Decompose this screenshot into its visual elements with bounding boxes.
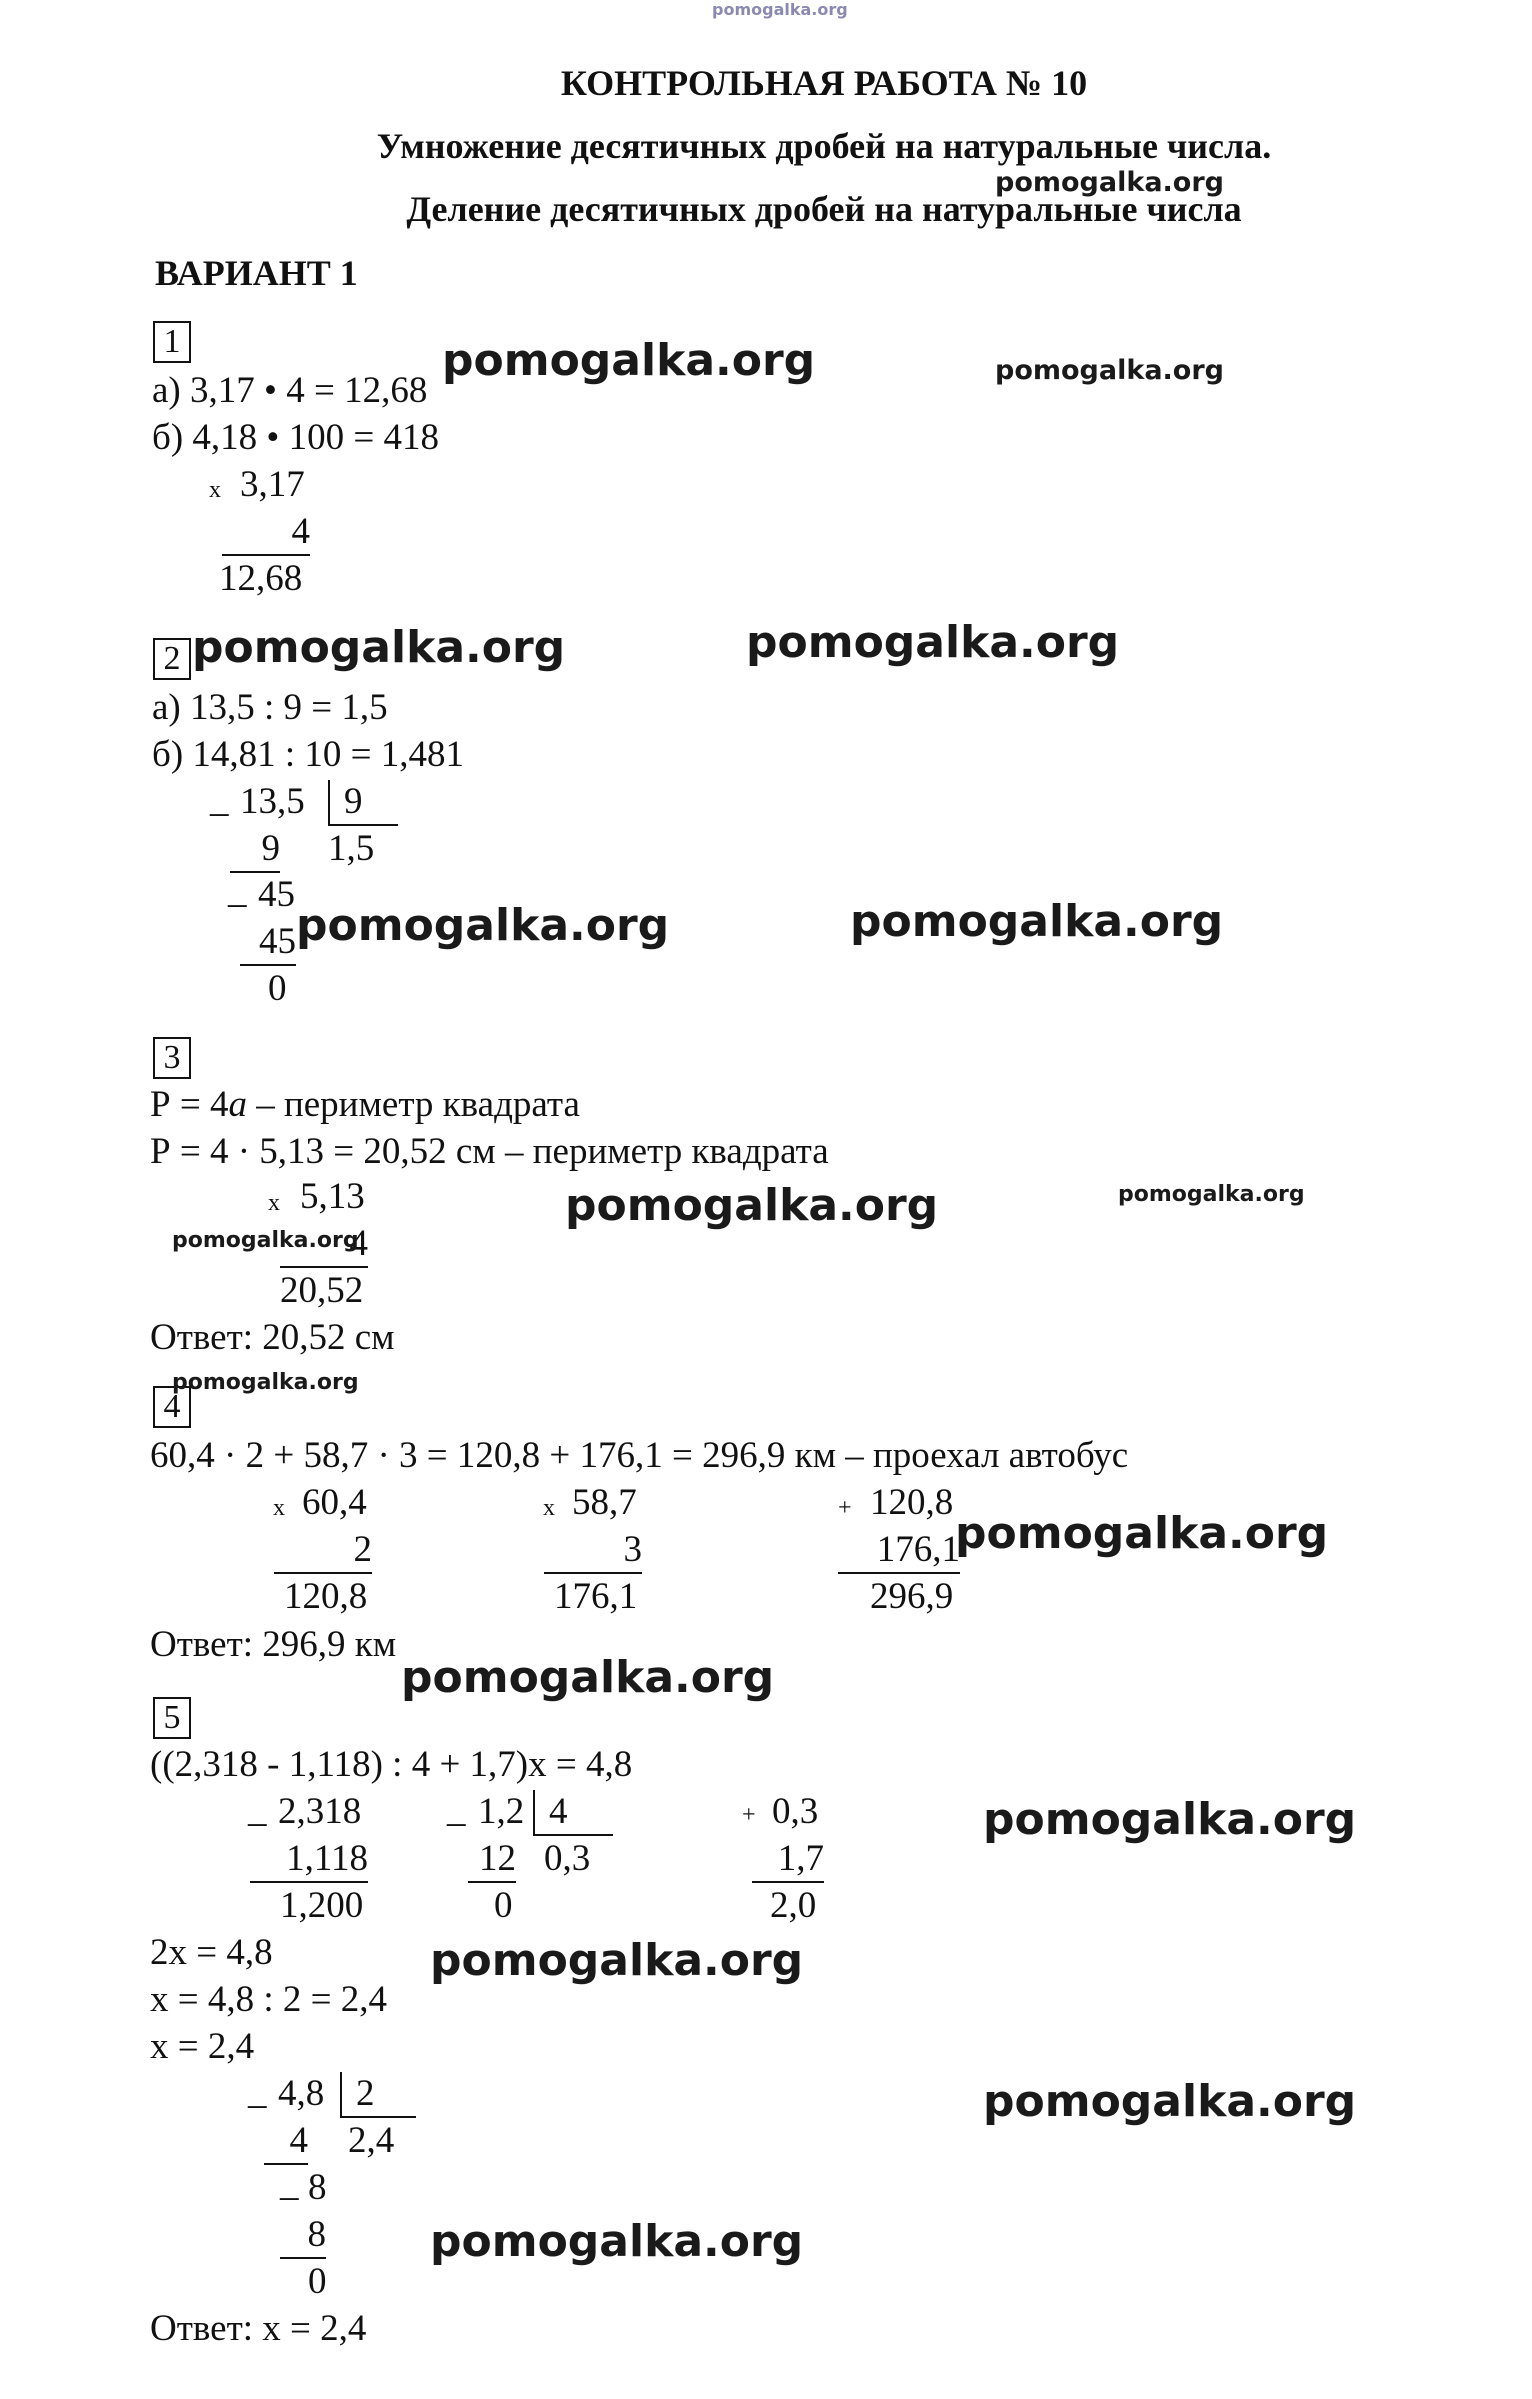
add-second: 1,7	[752, 1837, 824, 1883]
subtrahend: 9	[230, 827, 280, 873]
add-result: 296,9	[870, 1576, 954, 1617]
task-number-box: 5	[153, 1697, 191, 1739]
mult-factor: 4	[222, 510, 310, 556]
remainder: 8	[308, 2167, 327, 2208]
mult-top: 60,4	[302, 1482, 367, 1523]
minus-sign: _	[447, 1789, 466, 1830]
dividend: 1,2	[478, 1791, 525, 1832]
watermark: pomogalka.org	[296, 900, 670, 951]
watermark: pomogalka.org	[983, 1794, 1357, 1845]
dividend: 13,5	[240, 781, 305, 822]
task-number-box: 1	[153, 321, 191, 363]
minus-sign: _	[280, 2163, 299, 2204]
task5-line-x1: х = 4,8 : 2 = 2,4	[150, 1979, 388, 2020]
watermark: pomogalka.org	[746, 617, 1120, 668]
mult-result: 176,1	[554, 1576, 638, 1617]
task2-line-b: б) 14,81 : 10 = 1,481	[152, 734, 465, 775]
mult-top: 3,17	[240, 464, 305, 505]
mult-top: 5,13	[300, 1176, 365, 1217]
multiply-sign: х	[273, 1495, 285, 1521]
watermark: pomogalka.org	[995, 167, 1224, 198]
watermark: pomogalka.org	[430, 2216, 804, 2267]
remainder: 0	[268, 968, 287, 1009]
task4-answer: Ответ: 296,9 км	[150, 1624, 397, 1665]
multiply-sign: х	[209, 477, 221, 503]
mult-factor: 4	[280, 1222, 368, 1268]
multiply-sign: х	[268, 1190, 280, 1216]
mult-factor: 2	[274, 1528, 372, 1574]
task-number-box: 3	[153, 1037, 191, 1079]
add-second: 176,1	[838, 1528, 960, 1574]
dividend: 4,8	[278, 2073, 325, 2114]
task3-line-1	[150, 1083, 580, 1127]
task5-equation: ((2,318 - 1,118) : 4 + 1,7)х = 4,8	[150, 1744, 633, 1785]
task-number-box: 2	[153, 638, 191, 680]
watermark: pomogalka.org	[172, 1228, 359, 1253]
watermark: pomogalka.org	[565, 1180, 939, 1231]
subtrahend: 8	[280, 2213, 326, 2259]
mult-top: 58,7	[572, 1482, 637, 1523]
variable-a: а	[228, 1084, 247, 1125]
watermark: pomogalka.org	[850, 896, 1224, 947]
plus-sign: +	[838, 1495, 852, 1521]
formula-text: – периметр квадрата	[246, 1084, 580, 1125]
variant-label: ВАРИАНТ 1	[155, 253, 358, 293]
watermark: pomogalka.org	[430, 1935, 804, 1986]
task5-answer: Ответ: х = 2,4	[150, 2308, 367, 2349]
mult-factor: 3	[544, 1528, 642, 1574]
add-top: 120,8	[870, 1482, 954, 1523]
subtrahend: 12	[468, 1837, 516, 1883]
quotient: 1,5	[328, 828, 375, 869]
quotient: 0,3	[544, 1838, 591, 1879]
plus-sign: +	[742, 1802, 756, 1828]
formula-text: Р = 4	[150, 1084, 229, 1125]
task-number-box: 4	[153, 1386, 191, 1428]
remainder: 0	[308, 2261, 327, 2302]
mult-result: 20,52	[280, 1270, 364, 1311]
sub-second: 1,118	[250, 1837, 368, 1883]
watermark: pomogalka.org	[995, 355, 1224, 386]
sub-top: 2,318	[278, 1791, 362, 1832]
subtrahend: 4	[264, 2119, 308, 2165]
divisor: 2	[340, 2072, 416, 2118]
subtitle-1: Умножение десятичных дробей на натуральные числа.	[376, 126, 1272, 166]
task3-line-2: Р = 4 · 5,13 = 20,52 см – периметр квадрата	[150, 1131, 829, 1172]
mult-result: 120,8	[284, 1576, 368, 1617]
minus-sign: _	[248, 1789, 267, 1830]
watermark: pomogalka.org	[983, 2076, 1357, 2127]
task5-line-x2: х = 2,4	[150, 2026, 255, 2067]
task1-line-a: а) 3,17 • 4 = 12,68	[152, 370, 428, 411]
watermark: pomogalka.org	[401, 1652, 775, 1703]
page-title: КОНТРОЛЬНАЯ РАБОТА № 10	[560, 63, 1088, 103]
task3-answer: Ответ: 20,52 см	[150, 1317, 395, 1358]
watermark-top: pomogalka.org	[712, 0, 848, 19]
task4-line-1: 60,4 · 2 + 58,7 · 3 = 120,8 + 176,1 = 296,9 км – проехал автобус	[150, 1435, 1129, 1476]
divisor: 4	[533, 1790, 613, 1836]
remainder: 0	[494, 1885, 513, 1926]
quotient: 2,4	[348, 2120, 395, 2161]
add-result: 2,0	[770, 1885, 817, 1926]
subtitle-2: Деление десятичных дробей на натуральные числа	[406, 189, 1242, 229]
remainder: 45	[258, 874, 295, 915]
minus-sign: _	[228, 870, 247, 911]
task5-line-2x: 2х = 4,8	[150, 1932, 273, 1973]
multiply-sign: х	[543, 1495, 555, 1521]
divisor: 9	[328, 780, 398, 826]
sub-result: 1,200	[280, 1885, 364, 1926]
minus-sign: _	[248, 2071, 267, 2112]
subtrahend: 45	[240, 920, 296, 966]
minus-sign: _	[210, 779, 229, 820]
watermark: pomogalka.org	[192, 622, 566, 673]
watermark: pomogalka.org	[442, 335, 816, 386]
mult-result: 12,68	[219, 558, 303, 599]
watermark: pomogalka.org	[955, 1508, 1329, 1559]
task1-line-b: б) 4,18 • 100 = 418	[152, 417, 439, 458]
task2-line-a: а) 13,5 : 9 = 1,5	[152, 687, 388, 728]
watermark: pomogalka.org	[1118, 1182, 1305, 1207]
watermark: pomogalka.org	[172, 1370, 359, 1395]
add-top: 0,3	[772, 1791, 819, 1832]
